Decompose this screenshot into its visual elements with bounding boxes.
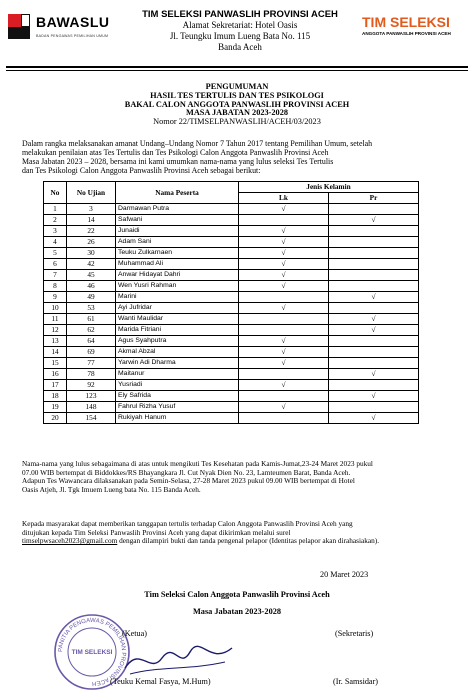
tim-seleksi-logo-word: TIM SELEKSI — [362, 14, 450, 30]
stamp-center-text: TIM SELEKSI — [71, 649, 113, 656]
cell-no: 9 — [44, 292, 67, 303]
cell-pr — [329, 270, 419, 281]
cell-no: 15 — [44, 358, 67, 369]
cell-no-ujian: 154 — [67, 413, 116, 424]
header-lk: Lk — [239, 193, 329, 204]
announcement-title-1: HASIL TES TERTULIS DAN TES PSIKOLOGI — [150, 90, 324, 100]
cell-pr: √ — [329, 215, 419, 226]
cell-lk — [239, 325, 329, 336]
letterhead-address-2: Jl. Teungku Imum Lueng Bata No. 115 — [169, 31, 311, 41]
intro-paragraph — [22, 139, 458, 175]
cell-pr — [329, 204, 419, 215]
cell-no: 20 — [44, 413, 67, 424]
cell-no: 12 — [44, 325, 67, 336]
cell-no: 17 — [44, 380, 67, 391]
table-row — [44, 369, 419, 380]
table-row — [44, 237, 419, 248]
header-no-ujian: No Ujian — [67, 182, 116, 204]
cell-no-ujian: 22 — [67, 226, 116, 237]
letterhead-address-1: Alamat Sekretariat: Hotel Oasis — [182, 20, 298, 30]
intro-line: Masa Jabatan 2023 – 2028, bersama ini kami umumkan nama-nama yang lulus seleksi Tes Tertulis — [22, 157, 334, 166]
table-row — [44, 413, 419, 424]
header-nama-peserta: Nama Peserta — [116, 182, 239, 204]
cell-no-ujian: 45 — [67, 270, 116, 281]
signing-institution-line: Tim Seleksi Calon Anggota Panwaslih Provinsi Aceh — [144, 590, 330, 599]
table-row — [44, 402, 419, 413]
table-header-row — [44, 182, 419, 193]
table-row — [44, 215, 419, 226]
cell-pr: √ — [329, 413, 419, 424]
cell-lk — [239, 391, 329, 402]
cell-lk: √ — [239, 336, 329, 347]
signing-date: 20 Maret 2023 — [320, 570, 369, 579]
cell-no: 16 — [44, 369, 67, 380]
letterhead-address-3: Banda Aceh — [218, 42, 262, 52]
cell-nama: Junaidi — [116, 226, 239, 237]
schedule-line: Nama-nama yang lulus sebagaimana di atas untuk mengikuti Tes Kesehatan pada Kamis-Jumat,23-24 Maret 2023 pukul — [22, 459, 373, 468]
ketua-signature — [120, 640, 240, 680]
cell-pr — [329, 226, 419, 237]
cell-nama: Fahrul Rizha Yusuf — [116, 402, 239, 413]
response-line: ditujukan kepada Tim Seleksi Panwaslih Provinsi Aceh yang dapat dikirimkan melalui surel — [22, 527, 291, 537]
response-paragraph — [22, 520, 458, 546]
letterhead-rule-thick — [6, 66, 468, 68]
cell-pr — [329, 281, 419, 292]
cell-no-ujian: 78 — [67, 369, 116, 380]
cell-nama: Wanti Maulidar — [116, 314, 239, 325]
cell-no-ujian: 26 — [67, 237, 116, 248]
table-row — [44, 325, 419, 336]
cell-nama: Rukiyah Hanum — [116, 413, 239, 424]
cell-lk: √ — [239, 358, 329, 369]
ketua-label: (Ketua) — [122, 629, 148, 638]
letterhead-title: TIM SELEKSI PANWASLIH PROVINSI ACEH — [142, 9, 338, 20]
cell-pr: √ — [329, 391, 419, 402]
cell-no-ujian: 64 — [67, 336, 116, 347]
bawaslu-logo-subtitle: BADAN PENGAWAS PEMILIHAN UMUM — [36, 34, 109, 38]
cell-no-ujian: 3 — [67, 204, 116, 215]
cell-pr — [329, 358, 419, 369]
cell-no-ujian: 46 — [67, 281, 116, 292]
cell-no: 4 — [44, 237, 67, 248]
cell-nama: Wen Yusri Rahman — [116, 281, 239, 292]
cell-nama: Maitanur — [116, 369, 239, 380]
table-row — [44, 314, 419, 325]
cell-lk: √ — [239, 248, 329, 259]
table-row — [44, 347, 419, 358]
intro-line: melakukan penilaian atas Tes Tertulis dan Tes Psikologi Calon Anggota Panwaslih Provinsi Aceh — [22, 148, 329, 157]
cell-lk: √ — [239, 303, 329, 314]
table-row — [44, 303, 419, 314]
cell-no: 19 — [44, 402, 67, 413]
cell-no-ujian: 62 — [67, 325, 116, 336]
cell-pr: √ — [329, 314, 419, 325]
cell-lk: √ — [239, 281, 329, 292]
bawaslu-logo — [6, 10, 138, 46]
schedule-line: 07.00 WIB bertempat di Biddokkes/RS Bhayangkara Jl. Cut Nyak Dien No. 23, Lamteumen Barat, Banda Aceh. — [22, 467, 351, 477]
cell-lk — [239, 215, 329, 226]
cell-no-ujian: 14 — [67, 215, 116, 226]
cell-no: 7 — [44, 270, 67, 281]
intro-line: Dalam rangka melaksanakan amanat Undang–Undang Nomor 7 Tahun 2017 tentang Pemilihan Umum, setelah — [22, 139, 373, 148]
cell-no-ujian: 77 — [67, 358, 116, 369]
cell-pr — [329, 259, 419, 270]
cell-no-ujian: 92 — [67, 380, 116, 391]
table-row — [44, 270, 419, 281]
table-row — [44, 259, 419, 270]
stamp-ring-text: PANITIA PENGAWAS PEMILIHAN PROVINSI ACEH — [57, 617, 127, 687]
schedule-line: Oasis Atjeh, Jl. Tgk Imuem Lueng bata No. 115 Banda Aceh. — [22, 484, 201, 494]
cell-lk: √ — [239, 237, 329, 248]
header-jenis-kelamin: Jenis Kelamin — [239, 182, 419, 193]
tim-seleksi-logo-subtitle: ANGGOTA PANWASLIH PROVINSI ACEH — [362, 31, 451, 36]
table-row — [44, 226, 419, 237]
cell-nama: Agus Syahputra — [116, 336, 239, 347]
cell-pr — [329, 402, 419, 413]
cell-lk: √ — [239, 402, 329, 413]
cell-pr — [329, 336, 419, 347]
cell-nama: Teuku Zulkarnaen — [116, 248, 239, 259]
cell-pr: √ — [329, 292, 419, 303]
announcement-heading — [0, 83, 474, 127]
cell-no: 8 — [44, 281, 67, 292]
response-line — [22, 537, 458, 546]
cell-no-ujian: 42 — [67, 259, 116, 270]
cell-nama: Muhammad Ali — [116, 259, 239, 270]
tim-seleksi-logo — [362, 14, 468, 36]
cell-no-ujian: 69 — [67, 347, 116, 358]
cell-nama: Ayi Jufridar — [116, 303, 239, 314]
cell-nama: Yarwin Adi Dharma — [116, 358, 239, 369]
cell-lk — [239, 314, 329, 325]
cell-nama: Adam Sani — [116, 237, 239, 248]
cell-no-ujian: 49 — [67, 292, 116, 303]
announcement-title-2: BAKAL CALON ANGGOTA PANWASLIH PROVINSI ACEH — [124, 99, 350, 109]
cell-no: 13 — [44, 336, 67, 347]
bawaslu-logo-word: BAWASLU — [36, 14, 110, 30]
cell-no: 10 — [44, 303, 67, 314]
schedule-paragraph — [22, 460, 458, 494]
cell-lk: √ — [239, 204, 329, 215]
cell-lk: √ — [239, 226, 329, 237]
table-row — [44, 292, 419, 303]
bawaslu-logo-mark — [6, 12, 32, 40]
cell-nama: Akmal Abzal — [116, 347, 239, 358]
cell-no-ujian: 123 — [67, 391, 116, 402]
cell-pr — [329, 347, 419, 358]
cell-no: 18 — [44, 391, 67, 402]
response-line-rest: dengan dilampiri bukti dan tanda pengenal pelapor (Identitas pelapor akan dirahasiakan). — [117, 536, 380, 546]
cell-pr — [329, 237, 419, 248]
announcement-number: Nomor 22/TIMSELPANWASLIH/ACEH/03/2023 — [153, 117, 321, 127]
announcement-label: PENGUMUMAN — [205, 82, 269, 91]
email-link[interactable]: timselpwsaceh2023@gmail.com — [22, 536, 118, 546]
cell-nama: Safwani — [116, 215, 239, 226]
cell-lk: √ — [239, 270, 329, 281]
cell-pr: √ — [329, 369, 419, 380]
letterhead-rule-thin — [6, 70, 468, 71]
table-row — [44, 380, 419, 391]
cell-nama: Yusriadi — [116, 380, 239, 391]
cell-lk — [239, 413, 329, 424]
table-row — [44, 248, 419, 259]
cell-no: 6 — [44, 259, 67, 270]
cell-no-ujian: 30 — [67, 248, 116, 259]
schedule-line: Adapun Tes Wawancara dilaksanakan pada Semin-Selasa, 27-28 Maret 2023 pukul 09.00 WIB bertempat di Hotel — [22, 476, 355, 486]
cell-no-ujian: 148 — [67, 402, 116, 413]
cell-pr: √ — [329, 325, 419, 336]
cell-nama: Ely Safrida — [116, 391, 239, 402]
cell-nama: Marini — [116, 292, 239, 303]
cell-no: 3 — [44, 226, 67, 237]
cell-lk: √ — [239, 380, 329, 391]
header-pr: Pr — [329, 193, 419, 204]
cell-no-ujian: 61 — [67, 314, 116, 325]
cell-lk: √ — [239, 259, 329, 270]
cell-pr — [329, 303, 419, 314]
intro-line: dan Tes Psikologi Calon Anggota Panwaslih Provinsi Aceh sebagai berikut: — [22, 166, 261, 175]
cell-no: 1 — [44, 204, 67, 215]
announcement-title-3: MASA JABATAN 2023-2028 — [185, 108, 289, 118]
cell-no: 2 — [44, 215, 67, 226]
header-no: No — [44, 182, 67, 204]
table-row — [44, 391, 419, 402]
sekretaris-label: (Sekretaris) — [335, 629, 374, 638]
cell-lk: √ — [239, 347, 329, 358]
table-row — [44, 336, 419, 347]
participants-table — [43, 181, 419, 424]
cell-nama: Anwar Hidayat Dahri — [116, 270, 239, 281]
cell-pr — [329, 248, 419, 259]
cell-lk — [239, 369, 329, 380]
cell-pr — [329, 380, 419, 391]
table-row — [44, 204, 419, 215]
response-line: Kepada masyarakat dapat memberikan tanggapan tertulis terhadap Calon Anggota Panwaslih Provinsi Aceh yang — [22, 519, 353, 528]
cell-lk — [239, 292, 329, 303]
cell-no-ujian: 53 — [67, 303, 116, 314]
letterhead — [140, 9, 340, 53]
ketua-name: (Teuku Kemal Fasya, M.Hum) — [110, 677, 211, 686]
table-row — [44, 358, 419, 369]
cell-no: 11 — [44, 314, 67, 325]
sekretaris-name: (Ir. Samsidar) — [333, 677, 379, 686]
signing-institution-line: Masa Jabatan 2023-2028 — [192, 607, 282, 616]
table-row — [44, 281, 419, 292]
cell-no: 14 — [44, 347, 67, 358]
cell-nama: Marida Fitriani — [116, 325, 239, 336]
cell-nama: Darmawan Putra — [116, 204, 239, 215]
cell-no: 5 — [44, 248, 67, 259]
